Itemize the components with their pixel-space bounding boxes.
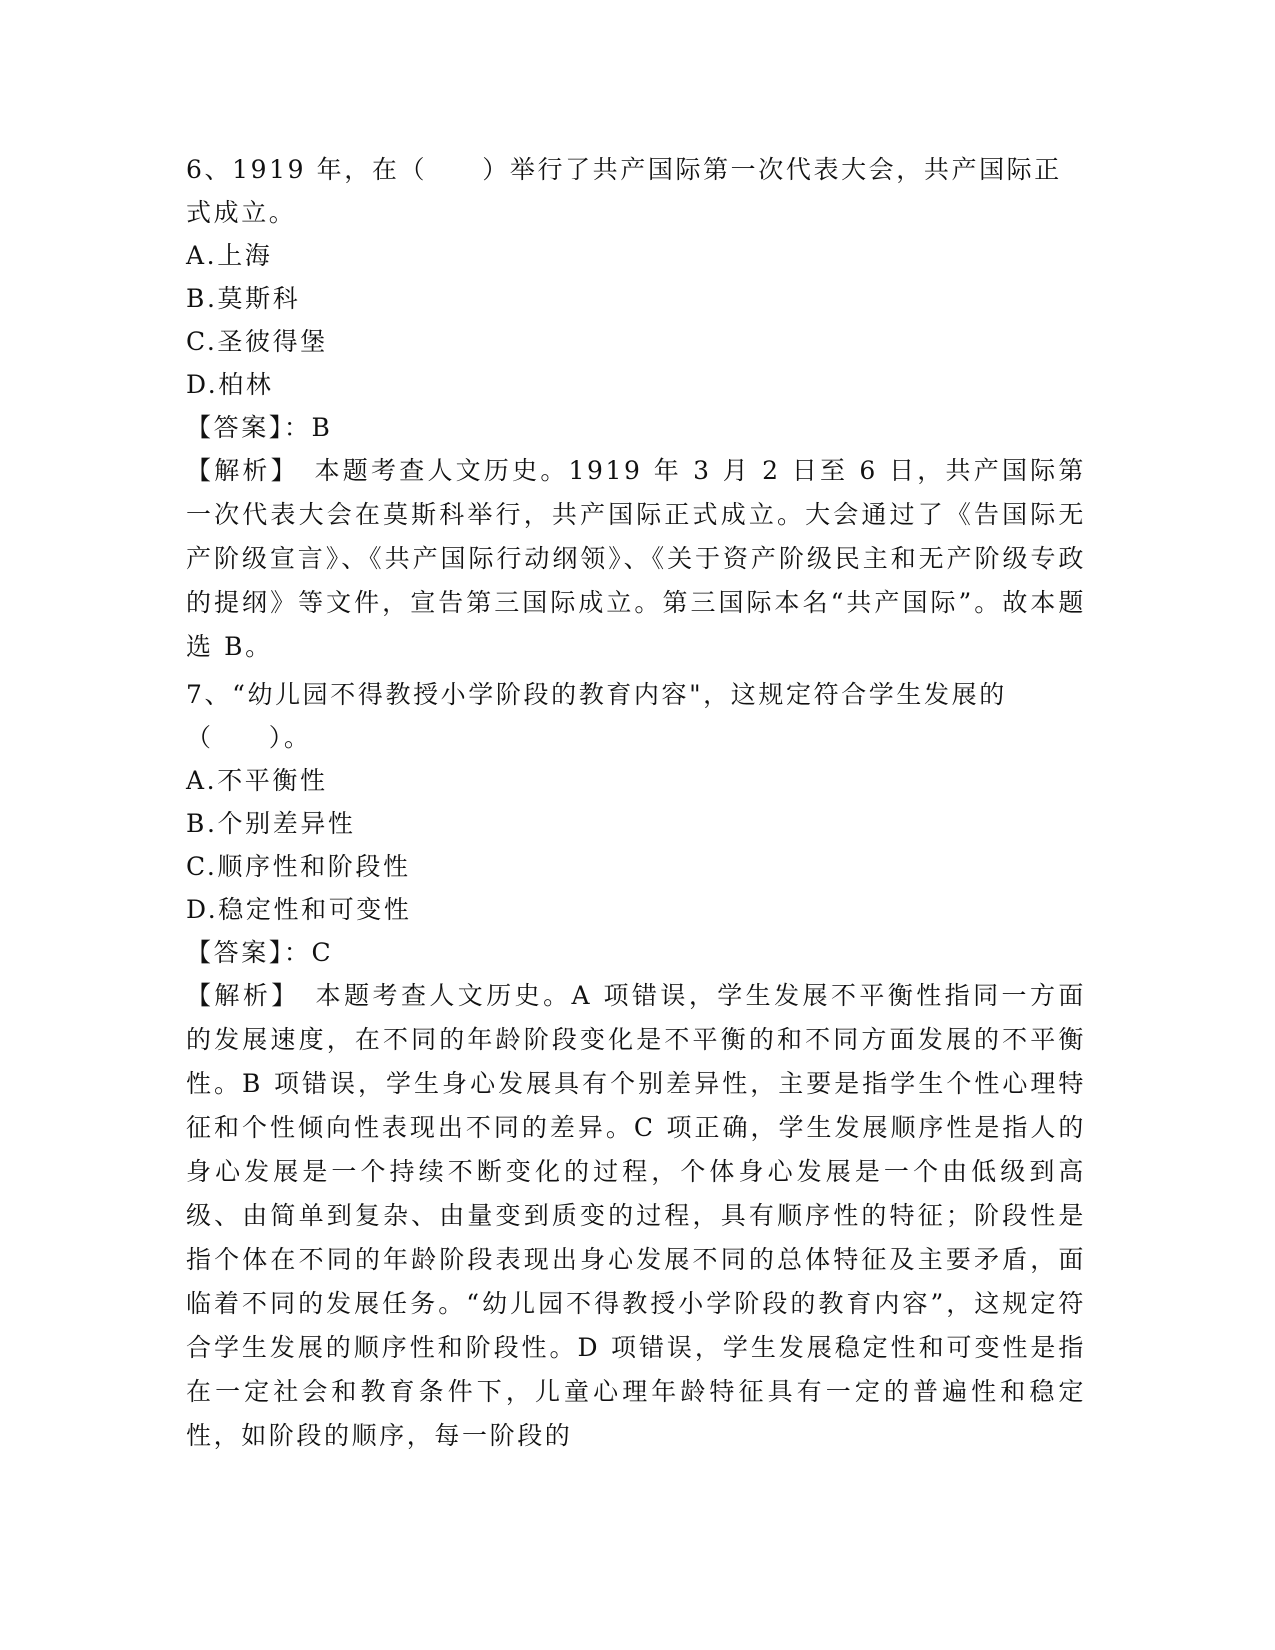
option-c: C.圣彼得堡 (186, 327, 328, 356)
explanation (186, 449, 1086, 669)
question-7 (186, 673, 1086, 1458)
option-d: D.柏林 (186, 370, 274, 399)
option-b: B.个别差异性 (186, 809, 356, 838)
explanation-label: 【解析】 (186, 456, 315, 485)
answer-value: C (311, 938, 334, 967)
explanation-label: 【解析】 (186, 981, 316, 1010)
answer-value: B (311, 413, 333, 442)
answer-line (186, 931, 1086, 974)
explanation-text: 本题考查人文历史。1919 年 3 月 2 日至 6 日，共产国际第一次代表大会在莫斯科举行，共产国际正式成立。大会通过了《告国际无产阶级宣言》、《共产国际行动纲领》、《关于资产阶级民主和无产阶级专政的提纲》等文件，宣告第三国际成立。第三国际本名“共产国际”。故本题选 B。 (186, 456, 1086, 661)
option-a: A.上海 (186, 241, 273, 270)
answer-label: 【答案】： (186, 938, 312, 967)
question-stem: 6、1919 年，在（ ）举行了共产国际第一次代表大会，共产国际正式成立。 (186, 155, 1062, 227)
explanation-text: 本题考查人文历史。A 项错误，学生发展不平衡性指同一方面的发展速度，在不同的年龄阶段变化是不平衡的和不同方面发展的不平衡性。B 项错误，学生身心发展具有个别差异性，主要是指学生个性心理特征和个性倾向性表现出不同的差异。C 项正确，学生发展顺序性是指人的身心发展是一个持续不断变化的过程，个体身心发展是一个由低级到高级、由简单到复杂、由量变到质变的过程，具有顺序性的特征；阶段性是指个体在不同的年龄阶段表现出身心发展不同的总体特征及主要矛盾，面临着不同的发展任务。“幼儿园不得教授小学阶段的教育内容”，这规定符合学生发展的顺序性和阶段性。D 项错误，学生发展稳定性和可变性是指在一定社会和教育条件下，儿童心理年龄特征具有一定的普遍性和稳定性，如阶段的顺序，每一阶段的 (186, 981, 1086, 1450)
page-content (186, 148, 1086, 1458)
explanation (186, 974, 1086, 1458)
option-a: A.不平衡性 (186, 766, 328, 795)
option-d: D.稳定性和可变性 (186, 895, 412, 924)
answer-label: 【答案】： (186, 413, 312, 442)
question-stem: 7、“幼儿园不得教授小学阶段的教育内容"，这规定符合学生发展的（ ）。 (186, 680, 1007, 752)
question-6 (186, 148, 1086, 669)
answer-line (186, 406, 1086, 449)
option-c: C.顺序性和阶段性 (186, 852, 411, 881)
option-b: B.莫斯科 (186, 284, 301, 313)
